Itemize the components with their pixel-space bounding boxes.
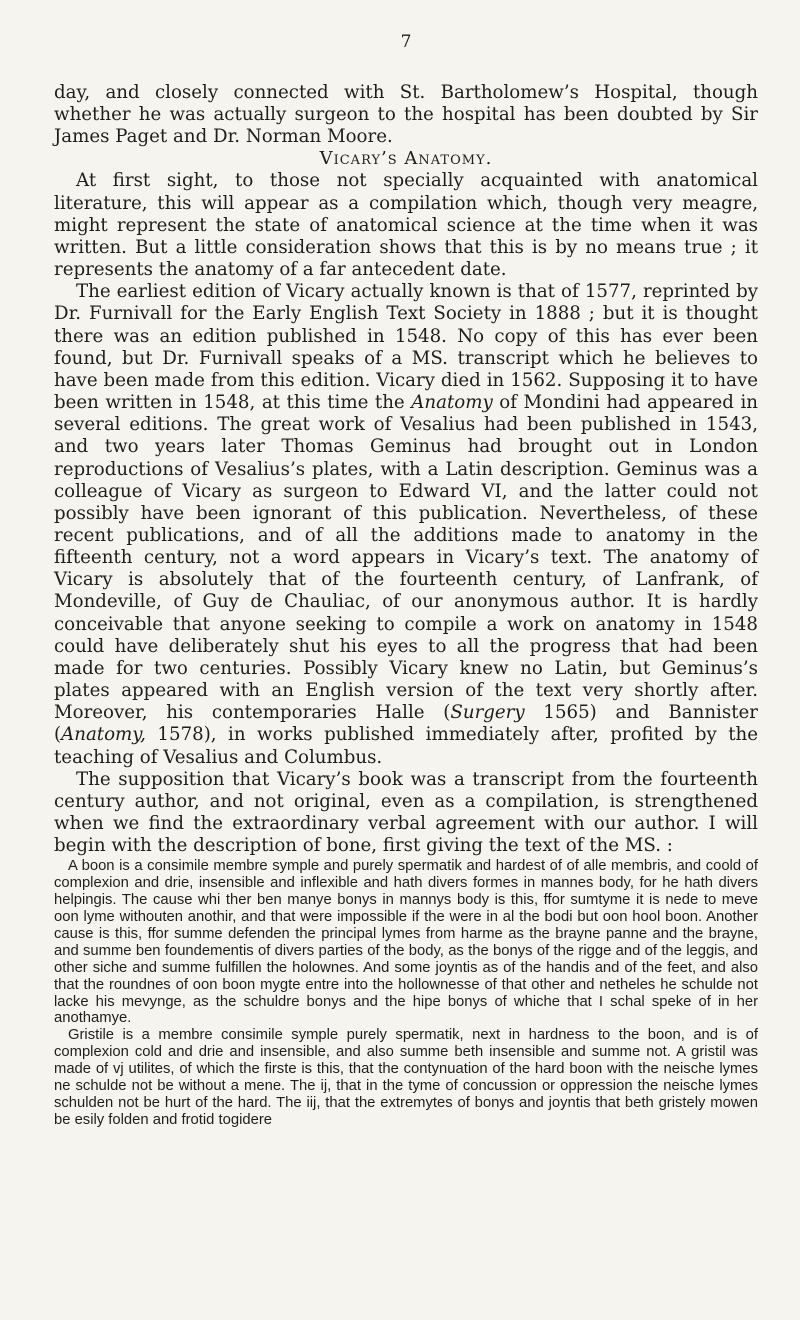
- text-run: 1578), in works published immediately after, profited by the teaching of Vesalius and Columbus.: [54, 724, 758, 768]
- manuscript-quotation: [54, 858, 758, 1129]
- italic-title-anatomy-bannister: Anatomy,: [61, 724, 146, 746]
- text-run: of Mondini had appeared in several editions. The great work of Vesalius had been published in 1543, and two years later Thomas Geminus had brought out in London reproductions of Vesalius’s plates, with a Latin description. Geminus was a colleague of Vicary as surgeon to Edward VI, and the latter could not possibly have been ignorant of this publication. Nevertheless, of these recent publications, and of all the additions made to anatomy in the fifteenth century, not a word appears in Vicary’s text. The anatomy of Vicary is absolutely that of the fourteenth century, of Lanfrank, of Mondeville, of Guy de Chauliac, of our anonymous author. It is hardly conceivable that anyone seeking to compile a work on anatomy in 1548 could have deliberately shut his eyes to all the progress that had been made for two centuries. Possibly Vicary knew no Latin, but Geminus’s plates appeared with an English version of the text very shortly after. Moreover, his contemporaries Halle (: [54, 392, 758, 724]
- paragraph-first-sight: At first sight, to those not specially acquainted with anatomical literature, this will appear as a compilation which, though very meagre, might represent the state of anatomical science at the time when it was written. But a little consideration shows that this is by no means true ; it represents the anatomy of a far antecedent date.: [54, 170, 758, 281]
- italic-title-anatomy: Anatomy: [411, 392, 493, 414]
- quote-paragraph-bone: A boon is a consimile membre symple and purely spermatik and hardest of of alle membris, and coold of complexion and drie, insensible and inflexible and hath divers formes in mannes body, for he hath divers helpingis. The cause whi ther ben manye bonys in mannys body is this, ffor sumtyme it is nede to meve oon lyme withouten anothir, and that were impossible if the were in al the bodi but oon hool boon. Another cause is this, ffor summe defenden the principal lymes from harme as the brayne panne and the brayne, and summe ben foundementis of divers parties of the body, as the bonys of the rigge and of the leggis, and other siche and summe fulfillen the holownes. And some joyntis as of the handis and of the feet, and also that the roundnes of oon boon mygte entre into the hollownesse of that other and netheles he schulde not lacke his mevynge, as the schuldre bonys and the hipe bonys of whiche that I schal speke of in her anothamye.: [54, 858, 758, 1027]
- paragraph-earliest-edition: [54, 281, 758, 768]
- section-heading: Vicary’s Anatomy.: [319, 148, 493, 170]
- text-run: 1565) and Bannister (: [54, 702, 758, 746]
- italic-title-surgery: Surgery: [450, 702, 525, 724]
- quote-paragraph-gristle: Gristile is a membre consimile symple purely spermatik, next in hardness to the boon, and is of complexion cold and drie and insensible, and also summe beth insensible and summe not. A gristil was made of vj utilites, of which the firste is this, that the contynuation of the hard boon with the neische lymes ne schulde not be without a mene. The ij, that in the tyme of concussion or oppression the neische lymes schulden not be hurt of the hard. The iij, that the extremytes of bonys and joyntis that beth gristely mowen be esily folden and frotid togidere: [54, 1027, 758, 1128]
- paragraph-supposition: The supposition that Vicary’s book was a transcript from the fourteenth century author, and not original, even as a compilation, is strengthened when we find the extraordinary verbal agreement with our author. I will begin with the description of bone, first giving the text of the MS. :: [54, 768, 758, 857]
- text-run: The earliest edition of Vicary actually known is that of 1577, reprinted by Dr. Furnivall for the Early English Text Society in 1888 ; but it is thought there was an edition published in 1548. No copy of this has ever been found, but Dr. Furnivall speaks of a MS. transcript which he believes to have been made from this edition. Vicary died in 1562. Supposing it to have been written in 1548, at this time the: [54, 281, 758, 414]
- opening-paragraph: day, and closely connected with St. Bartholomew’s Hospital, though whether he was actually surgeon to the hospital has been doubted by Sir James Paget and Dr. Norman Moore.: [54, 82, 758, 148]
- page-number: 7: [400, 32, 412, 52]
